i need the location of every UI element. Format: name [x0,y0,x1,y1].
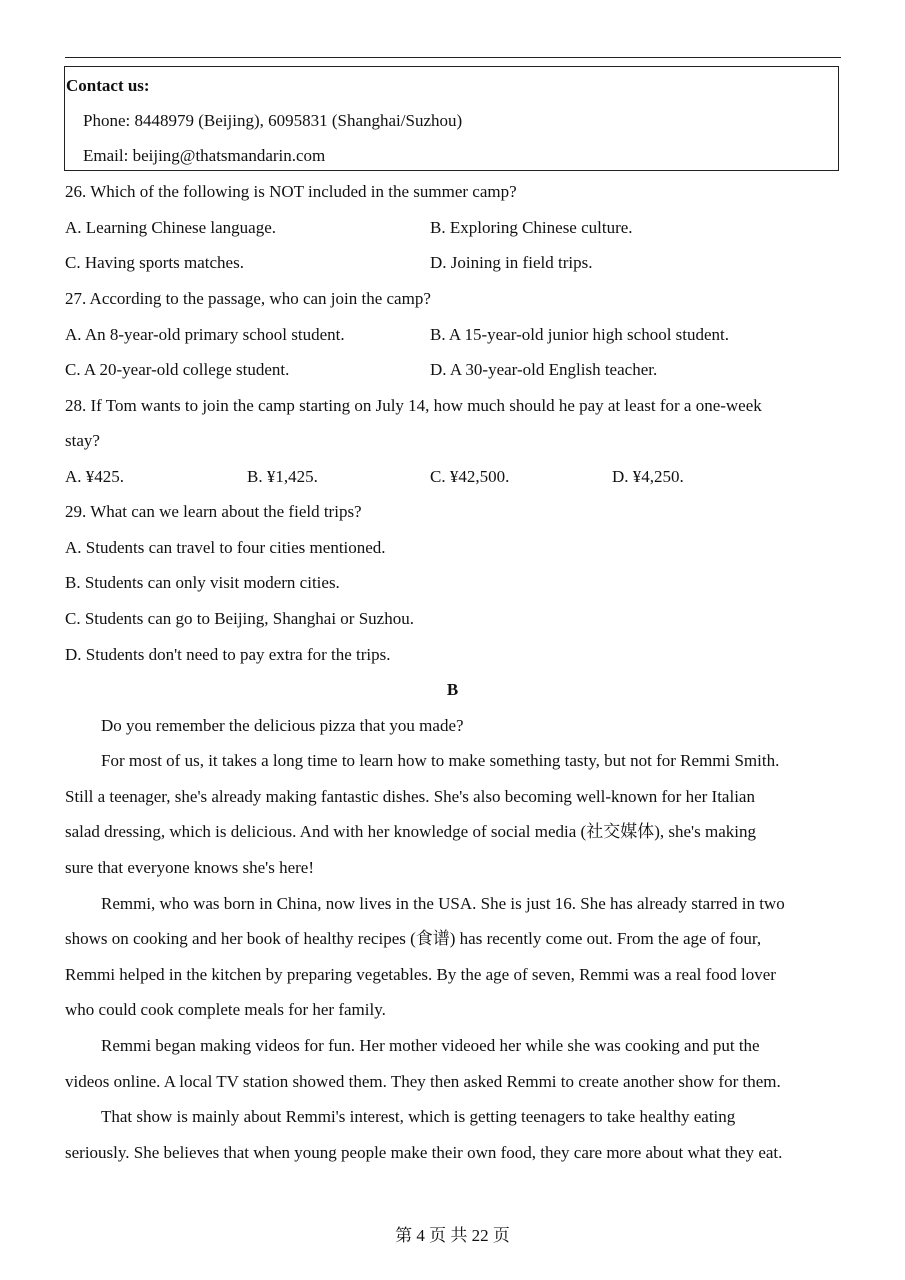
contact-email: Email: beijing@thatsmandarin.com [83,146,326,165]
section-b-heading: B [446,680,459,699]
passage-line: sure that everyone knows she's here! [65,858,315,877]
top-rule [65,57,841,58]
contact-heading: Contact us: [66,76,150,95]
question-27-option-d: D. A 30-year-old English teacher. [430,360,658,379]
passage-line: who could cook complete meals for her family. [65,1000,386,1019]
passage-line: seriously. She believes that when young people make their own food, they care more about what they eat. [65,1143,783,1162]
question-27-stem: 27. According to the passage, who can join the camp? [65,289,431,308]
question-29-option-a: A. Students can travel to four cities mentioned. [65,538,386,557]
question-29-option-d: D. Students don't need to pay extra for the trips. [65,645,391,664]
passage-line: videos online. A local TV station showed them. They then asked Remmi to create another show for them. [65,1072,781,1091]
passage-line: Remmi began making videos for fun. Her mother videoed her while she was cooking and put the [101,1036,760,1055]
page-number: 第 4 页 共 22 页 [395,1226,510,1245]
question-28-option-c: C. ¥42,500. [430,467,510,486]
question-29-option-b: B. Students can only visit modern cities. [65,573,340,592]
question-27-option-a: A. An 8-year-old primary school student. [65,325,345,344]
question-26-stem: 26. Which of the following is NOT included in the summer camp? [65,182,517,201]
question-29-option-c: C. Students can go to Beijing, Shanghai or Suzhou. [65,609,414,628]
question-27-option-c: C. A 20-year-old college student. [65,360,290,379]
question-26-option-c: C. Having sports matches. [65,253,244,272]
question-28-option-d: D. ¥4,250. [612,467,684,486]
question-26-option-b: B. Exploring Chinese culture. [430,218,633,237]
question-27-option-b: B. A 15-year-old junior high school student. [430,325,730,344]
question-26-option-d: D. Joining in field trips. [430,253,593,272]
question-28-stem-line2: stay? [65,431,100,450]
question-28-stem-line1: 28. If Tom wants to join the camp starting on July 14, how much should he pay at least for a one-week [65,396,762,415]
passage-line: Remmi helped in the kitchen by preparing vegetables. By the age of seven, Remmi was a real food lover [65,965,776,984]
passage-line: Still a teenager, she's already making fantastic dishes. She's also becoming well-known for her Italian [65,787,755,806]
passage-line: salad dressing, which is delicious. And with her knowledge of social media (社交媒体), she's making [65,822,756,841]
contact-phone: Phone: 8448979 (Beijing), 6095831 (Shanghai/Suzhou) [83,111,463,130]
passage-line: Remmi, who was born in China, now lives in the USA. She is just 16. She has already starred in two [101,894,785,913]
passage-line: For most of us, it takes a long time to learn how to make something tasty, but not for Remmi Smith. [101,751,780,770]
passage-line: That show is mainly about Remmi's interest, which is getting teenagers to take healthy eating [101,1107,736,1126]
passage-line: shows on cooking and her book of healthy recipes (食谱) has recently come out. From the age of four, [65,929,762,948]
question-28-option-a: A. ¥425. [65,467,125,486]
question-28-option-b: B. ¥1,425. [247,467,318,486]
question-26-option-a: A. Learning Chinese language. [65,218,277,237]
passage-line: Do you remember the delicious pizza that you made? [101,716,464,735]
question-29-stem: 29. What can we learn about the field trips? [65,502,362,521]
